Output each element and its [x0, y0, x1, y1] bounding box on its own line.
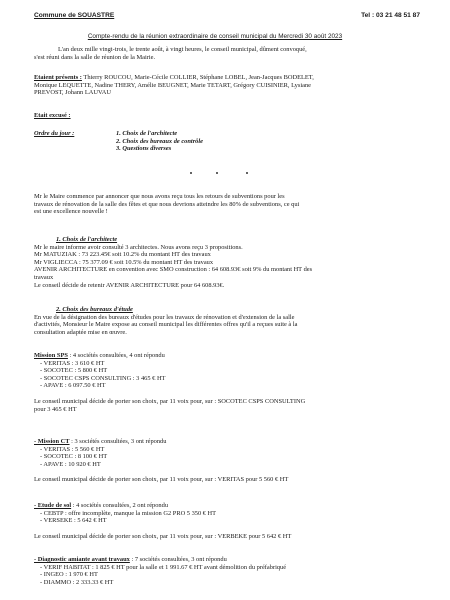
offer-item: - VERSEKE : 5 642 € HT [40, 517, 107, 525]
agenda-label: Ordre du jour : [34, 130, 75, 137]
agenda-list [116, 130, 316, 153]
section-line: AVENIR ARCHITECTURE en convention avec SMO construction : 64 608.93€ soit 9% du montant HT des [34, 266, 313, 274]
separator-dot [246, 172, 248, 174]
mission-label: - Diagnostic amiante avant travaux [34, 556, 130, 563]
section-line: Le conseil décide de retenir AVENIR ARCHITECTURE pour 64 608.93€. [34, 281, 225, 289]
presents-label: Etaient présents : [34, 74, 82, 81]
presents-paragraph [34, 74, 314, 97]
separator-dot [190, 172, 192, 174]
phone-number: Tel : 03 21 48 51 87 [361, 12, 420, 19]
section-line: consultation adaptée mise en œuvre. [34, 328, 127, 336]
intro-line: L'an deux mille vingt-trois, le trente août, à vingt heures, le conseil municipal, dûment convoqué, [58, 46, 307, 53]
offer-item: - VERITAS : 5 560 € HT [40, 445, 105, 453]
section-line: d'activités, Monsieur le Maire expose au conseil municipal les différentes offres qu'il a reçues suite à la [34, 321, 298, 329]
offer-list [34, 446, 288, 469]
document-title: Compte-rendu de la réunion extraordinaire de conseil municipal du Mercredi 30 août 2023 [87, 33, 343, 40]
section-line: Mr MATUZIAK : 73 223.45€ soit 10.2% du montant HT des travaux [34, 251, 211, 259]
offer-item: - VERITAS : 3 610 € HT [40, 359, 105, 367]
section-line: En vue de la désignation des bureaux d'études pour les travaux de rénovation et d'extension de la salle [34, 313, 295, 321]
offer-item: - SOCOTEC CSPS CONSULTING : 3 465 € HT [40, 374, 166, 382]
excuse-label: Etait excusé : [34, 112, 71, 119]
agenda-item: 2. Choix des bureaux de contrôle [116, 137, 203, 145]
decision-line: Le conseil municipal décide de porter son choix, par 11 voix pour, sur : SOCOTEC CSPS CONSULTING [34, 397, 306, 405]
section-line: travaux [34, 273, 54, 281]
offer-item: - VERIF HABITAT : 1 825 € HT pour la salle et 1 991.67 € HT avant démolition du préfabriqué [40, 563, 287, 571]
subventions-paragraph [34, 193, 299, 216]
decision-line: Le conseil municipal décide de porter son choix, par 11 voix pour, sur : VERBEKE pour 5 642 € HT [34, 532, 292, 540]
diagnostic-amiante [34, 556, 286, 586]
agenda-item: 1. Choix de l'architecte [116, 130, 178, 137]
mission-label: - Mission CT [34, 438, 70, 445]
offer-item: - APAVE : 10 920 € HT [40, 460, 101, 468]
mission-label: Mission SPS [34, 352, 68, 359]
commune-name: Commune de SOUASTRE [34, 12, 115, 19]
offer-list [34, 510, 291, 525]
intro-line: s'est réuni dans la salle de réunion de la Mairie. [34, 53, 156, 61]
decision-line: pour 3 465 € HT [34, 405, 77, 413]
presents-names: PREVOST, Johann LAUVAU [34, 89, 111, 97]
intro-paragraph [34, 46, 307, 61]
offer-item: - APAVE : 6 097.50 € HT [40, 382, 106, 390]
offer-item: - DIAMMO : 2 333.33 € HT [40, 578, 114, 586]
etude-sol [34, 502, 291, 540]
section-architecte [34, 236, 312, 289]
section-line: Mr VIGLIECCA : 75 377.09 € soit 10.5% du montant HT des travaux [34, 258, 214, 266]
subventions-line: est une excellence nouvelle ! [34, 208, 108, 216]
mission-summary: : 3 sociétés consultées, 3 ont répondu [69, 438, 167, 445]
offer-list [34, 360, 305, 390]
mission-ct [34, 438, 288, 484]
subventions-line: Mr le Maire commence par annoncer que nous avons reçu tous les retours de subventions pour les [34, 193, 285, 200]
mission-summary: : 4 sociétés consultées, 2 ont répondu [71, 502, 169, 509]
separator-dot [216, 172, 218, 174]
offer-list [34, 564, 286, 587]
offer-item: - CEBTP : offre incomplète, manque la mission G2 PRO 5 350 € HT [40, 509, 217, 517]
subventions-line: travaux de rénovation de la salle des fêtes et que nous devrions atteindre les 80% de subventions, ce qui [34, 200, 300, 208]
offer-item: - SOCOTEC : 8 100 € HT [40, 453, 108, 461]
offer-item: - INGEO : 1 970 € HT [40, 571, 98, 579]
section-heading: 2. Choix des bureaux d'étude [56, 306, 133, 313]
agenda-item: 3. Questions diverses [116, 145, 172, 153]
mission-summary: : 7 sociétés consultées, 3 ont répondu [129, 556, 227, 563]
section-bureaux [34, 306, 297, 336]
mission-label: - Etude de sol [34, 502, 72, 509]
document-header [34, 12, 420, 20]
section-line: Mr le maire informe avoir consulté 3 architectes. Nous avons reçu 3 propositions. [34, 243, 243, 251]
offer-item: - SOCOTEC : 5 800 € HT [40, 367, 108, 375]
mission-summary: : 4 sociétés consultées, 4 ont répondu [67, 352, 165, 359]
presents-names: Monique LEQUETTE, Nadine THERY, Amélie BEUGNET, Marie TETART, Grégory CUISINIER, Lysiane [34, 81, 311, 89]
decision-line: Le conseil municipal décide de porter son choix, par 11 voix pour, sur : VERITAS pour 5 560 € HT [34, 476, 289, 484]
section-heading: 1. Choix de l'architecte [56, 236, 118, 243]
mission-sps [34, 352, 305, 413]
presents-names: Thierry ROUCOU, Marie-Cécile COLLIER, Stéphane LOBEL, Jean-Jacques BODELET, [81, 74, 314, 81]
